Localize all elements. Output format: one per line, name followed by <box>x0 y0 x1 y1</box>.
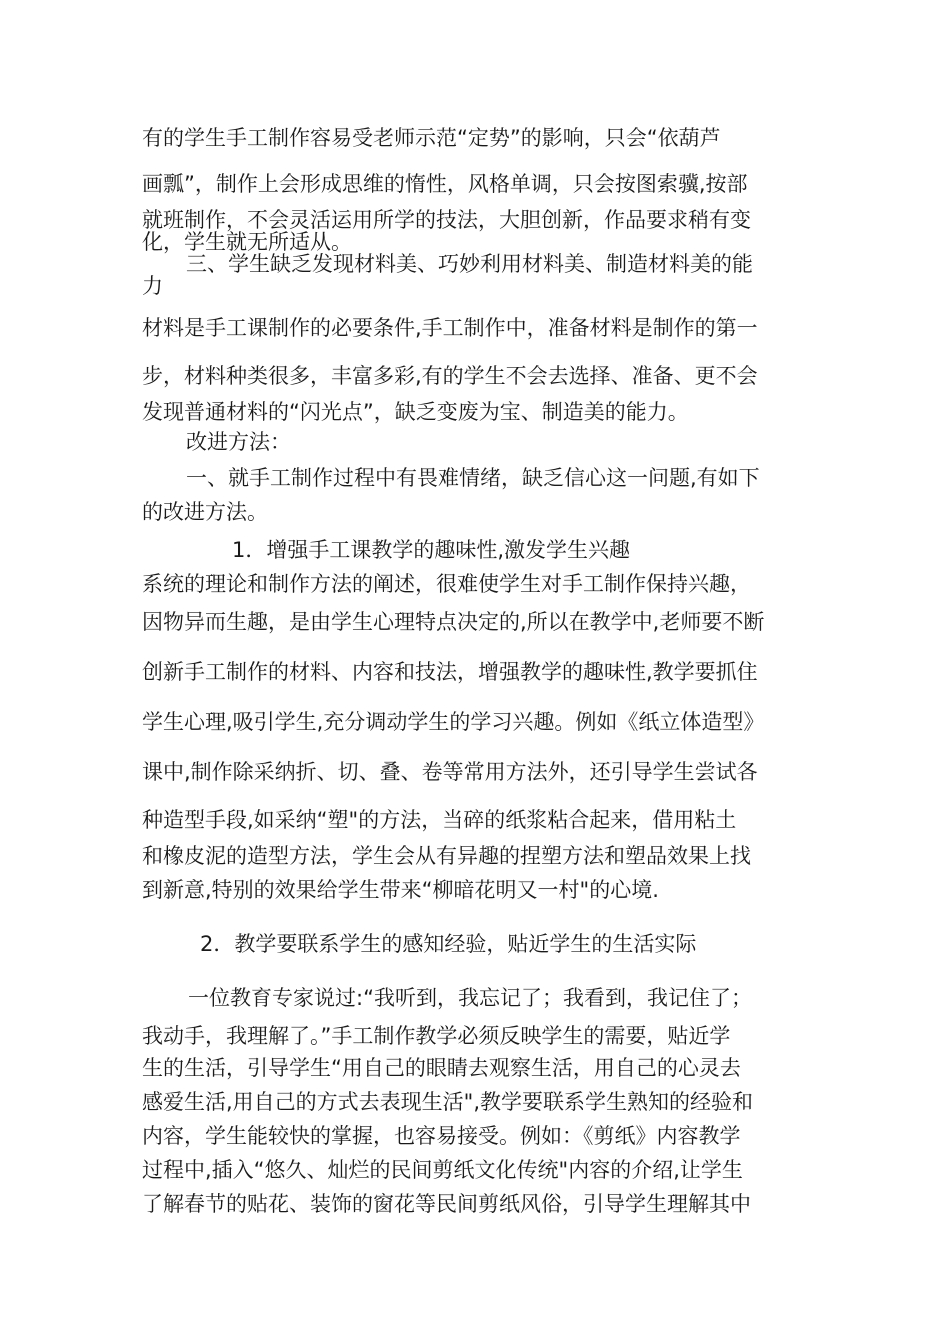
text-line: 课中,制作除采纳折、切、叠、卷等常用方法外，还引导学生尝试各 <box>142 760 758 784</box>
text-line: 学生心理,吸引学生,充分调动学生的学习兴趣。例如《纸立体造型》 <box>142 710 765 734</box>
text-line: 步，材料种类很多，丰富多彩,有的学生不会去选择、准备、更不会 <box>142 364 758 388</box>
text-line: 生的生活，引导学生“用自己的眼睛去观察生活，用自己的心灵去 <box>142 1056 741 1080</box>
text-line: 过程中,插入“悠久、灿烂的民间剪纸文化传统"内容的介绍,让学生 <box>142 1158 743 1182</box>
text-line: 和橡皮泥的造型方法，学生会从有异趣的捏塑方法和塑品效果上找 <box>142 844 751 868</box>
text-line: 力 <box>142 274 163 298</box>
text-line: 就班制作，不会灵活运用所学的技法，大胆创新，作品要求稍有变 <box>142 208 751 232</box>
text-line: 感爱生活,用自己的方式去表现生活",教学要联系学生熟知的经验和 <box>142 1090 754 1114</box>
text-line: 内容，学生能较快的掌握，也容易接受。例如：《剪纸》内容教学 <box>142 1124 741 1148</box>
section-heading: 三、学生缺乏发现材料美、巧妙利用材料美、制造材料美的能 <box>186 252 753 276</box>
text-line: 有的学生手工制作容易受老师示范“定势”的影响，只会“依葫芦 <box>142 126 721 150</box>
text-line: 的改进方法。 <box>142 500 268 524</box>
text-line: 创新手工制作的材料、内容和技法，增强教学的趣味性,教学要抓住 <box>142 660 758 684</box>
subsection-heading: 2．教学要联系学生的感知经验，贴近学生的生活实际 <box>200 932 697 956</box>
text-line: 系统的理论和制作方法的阐述，很难使学生对手工制作保持兴趣， <box>142 572 751 596</box>
text-line: 化，学生就无所适从。 <box>142 230 352 254</box>
text-line: 发现普通材料的“闪光点”，缺乏变废为宝、制造美的能力。 <box>142 400 689 424</box>
text-line: 种造型手段,如采纳“塑"的方法，当碎的纸浆粘合起来，借用粘土 <box>142 808 737 832</box>
text-line: 材料是手工课制作的必要条件,手工制作中，准备材料是制作的第一 <box>142 316 758 340</box>
text-line: 因物异而生趣，是由学生心理特点决定的,所以在教学中,老师要不断 <box>142 610 765 634</box>
text-line: 我动手，我理解了。”手工制作教学必须反映学生的需要，贴近学 <box>142 1024 731 1048</box>
text-line: 到新意,特别的效果给学生带来“柳暗花明又一村"的心境. <box>142 878 659 902</box>
text-line: 画瓢”，制作上会形成思维的惰性，风格单调，只会按图索骥,按部 <box>142 172 748 196</box>
text-line: 一位教育专家说过:“我听到，我忘记了；我看到，我记住了； <box>188 986 752 1010</box>
section-heading: 一、就手工制作过程中有畏难情绪，缺乏信心这一问题,有如下 <box>186 466 760 490</box>
section-heading: 改进方法： <box>186 430 291 454</box>
subsection-heading: 1．增强手工课教学的趣味性,激发学生兴趣 <box>232 538 631 562</box>
text-line: 了解春节的贴花、装饰的窗花等民间剪纸风俗，引导学生理解其中 <box>142 1192 751 1216</box>
